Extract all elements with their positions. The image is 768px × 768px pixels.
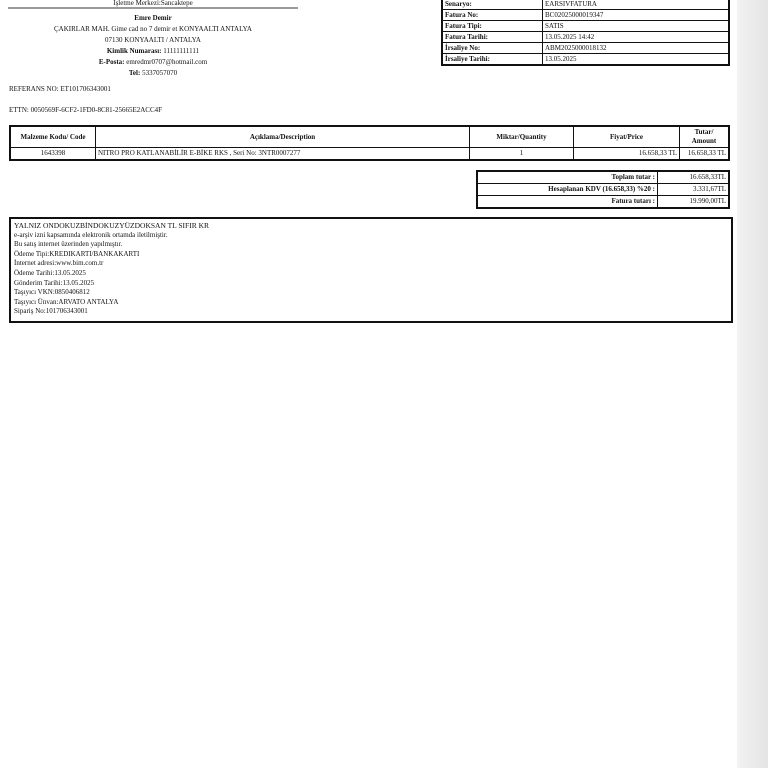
sender-tel-label: Tel: xyxy=(128,69,141,77)
totals-row xyxy=(477,171,729,184)
col-quantity-header: Miktar/Quantity xyxy=(470,126,574,148)
sender-id-value: 11111111111 xyxy=(163,47,200,55)
ettn: ETTN: 0050569F-6CF2-1FD0-8C81-25665E2ACC4F xyxy=(9,106,163,114)
sender-id xyxy=(8,46,298,57)
page-edge-shadow xyxy=(737,0,768,768)
totals-label: Hesaplanan KDV (16.658,33) %20 : xyxy=(477,184,658,196)
meta-label: Fatura Tipi: xyxy=(442,21,543,32)
item-price: 16.658,33 TL xyxy=(574,148,680,161)
totals-value: 3.331,67TL xyxy=(658,184,730,196)
amount-in-words: YALNIZ ONDOKUZBİNDOKUZYÜZDOKSAN TL SIFIR KR xyxy=(14,221,209,230)
totals-label: Fatura tutarı : xyxy=(477,196,658,209)
meta-label: Fatura No: xyxy=(442,10,543,21)
meta-value: 13.05.2025 xyxy=(543,54,730,66)
note-line: e-arşiv izni kapsamında elektronik ortamda iletilmiştir. xyxy=(14,230,168,239)
meta-value: SATIS xyxy=(543,21,730,32)
note-line: İnternet adresi:www.bim.com.tr xyxy=(14,259,104,268)
sender-tel xyxy=(8,68,298,79)
meta-row xyxy=(442,32,729,43)
sender-address-2: 07130 KONYAALTI / ANTALYA xyxy=(105,36,201,44)
meta-value: BC02025000019347 xyxy=(543,10,730,21)
items-header-row xyxy=(10,126,729,148)
meta-value: 13.05.2025 14:42 xyxy=(543,32,730,43)
sender-email-value: emredmr0707@hotmail.com xyxy=(126,58,208,66)
sender-tel-value: 5337057070 xyxy=(142,69,178,77)
totals-row xyxy=(477,184,729,196)
sender-top-line: İşletme Merkezi:Sancaktepe xyxy=(113,0,193,7)
note-line: Gönderim Tarihi:13.05.2025 xyxy=(14,278,95,287)
col-code-header: Malzeme Kodu/ Code xyxy=(10,126,96,148)
col-description-header: Açıklama/Description xyxy=(96,126,470,148)
sender-name: Emre Demir xyxy=(134,14,172,22)
meta-label: İrsaliye No: xyxy=(442,43,543,54)
meta-label: İrsaliye Tarihi: xyxy=(442,54,543,66)
sender-email xyxy=(8,57,298,68)
totals-table xyxy=(476,170,730,209)
sender-block xyxy=(8,0,298,79)
meta-row xyxy=(442,43,729,54)
totals-value: 19.990,00TL xyxy=(658,196,730,209)
sender-id-label: Kimlik Numarası: xyxy=(106,47,162,55)
meta-value: ABM2025000018132 xyxy=(543,43,730,54)
totals-label: Toplam tutar : xyxy=(477,171,658,184)
invoice-meta-table xyxy=(441,0,730,66)
meta-row xyxy=(442,10,729,21)
note-line: Bu satış internet üzerinden yapılmıştır. xyxy=(14,240,123,249)
note-line: Taşıyıcı VKN:0850406812 xyxy=(14,288,90,297)
reference-number: REFERANS NO: ET101706343001 xyxy=(9,85,111,93)
meta-row xyxy=(442,21,729,32)
item-description: NITRO PRO KATLANABİLİR E-BİKE RKS , Seri No: 3NTR0007277 xyxy=(96,148,470,161)
col-amount-header: Tutar/ Amount xyxy=(680,126,730,148)
item-amount: 16.658,33 TL xyxy=(680,148,730,161)
table-row xyxy=(10,148,729,161)
notes-box xyxy=(9,217,733,323)
note-line: Ödeme Tipi:KREDIKARTI/BANKAKARTI xyxy=(14,249,140,258)
note-line: Ödeme Tarihi:13.05.2025 xyxy=(14,268,86,277)
sender-email-label: E-Posta: xyxy=(98,58,125,66)
items-table xyxy=(9,125,730,161)
item-code: 1643398 xyxy=(10,148,96,161)
note-line: Sipariş No:101706343001 xyxy=(14,307,88,316)
totals-row xyxy=(477,196,729,209)
note-line: Taşıyıcı Ünvan:ARVATO ANTALYA xyxy=(14,297,119,306)
item-quantity: 1 xyxy=(470,148,574,161)
sender-address-1: ÇAKIRLAR MAH. Gime cad no 7 demir et KONYAALTI ANTALYA xyxy=(54,25,252,33)
meta-row xyxy=(442,0,729,10)
meta-label: Senaryo: xyxy=(442,0,543,10)
totals-value: 16.658,33TL xyxy=(658,171,730,184)
col-price-header: Fiyat/Price xyxy=(574,126,680,148)
meta-row xyxy=(442,54,729,66)
header-rule xyxy=(8,7,298,9)
meta-label: Fatura Tarihi: xyxy=(442,32,543,43)
meta-value: EARSIVFATURA xyxy=(543,0,730,10)
